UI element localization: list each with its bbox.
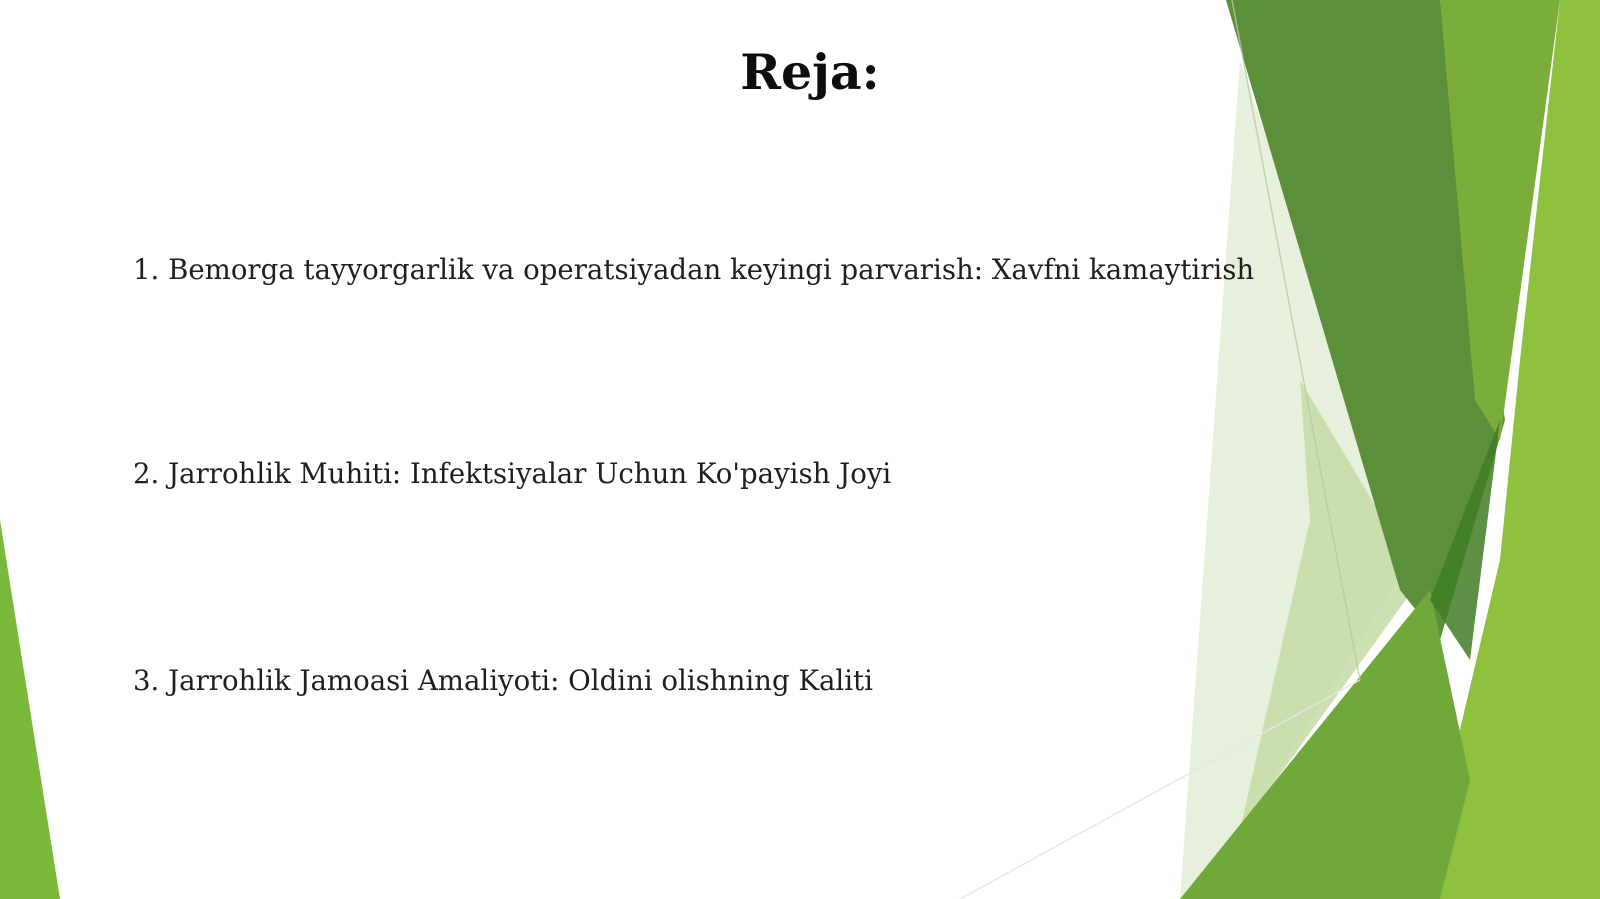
plan-item-3-text: 3. Jarrohlik Jamoasi Amaliyoti: Oldini olishning Kaliti (133, 664, 873, 697)
plan-item-3 (133, 661, 884, 701)
plan-item-1-text: 1. Bemorga tayyorgarlik va operatsiyadan keyingi parvarish: Xavfni kamaytirish (133, 253, 1255, 286)
left-green-shape (0, 520, 60, 899)
plan-item-2 (133, 454, 903, 494)
plan-item-1 (133, 250, 1271, 290)
plan-item-2-text: 2. Jarrohlik Muhiti: Infektsiyalar Uchun Ko'payish Joyi (133, 457, 892, 490)
slide-title: Reja: (740, 43, 880, 101)
